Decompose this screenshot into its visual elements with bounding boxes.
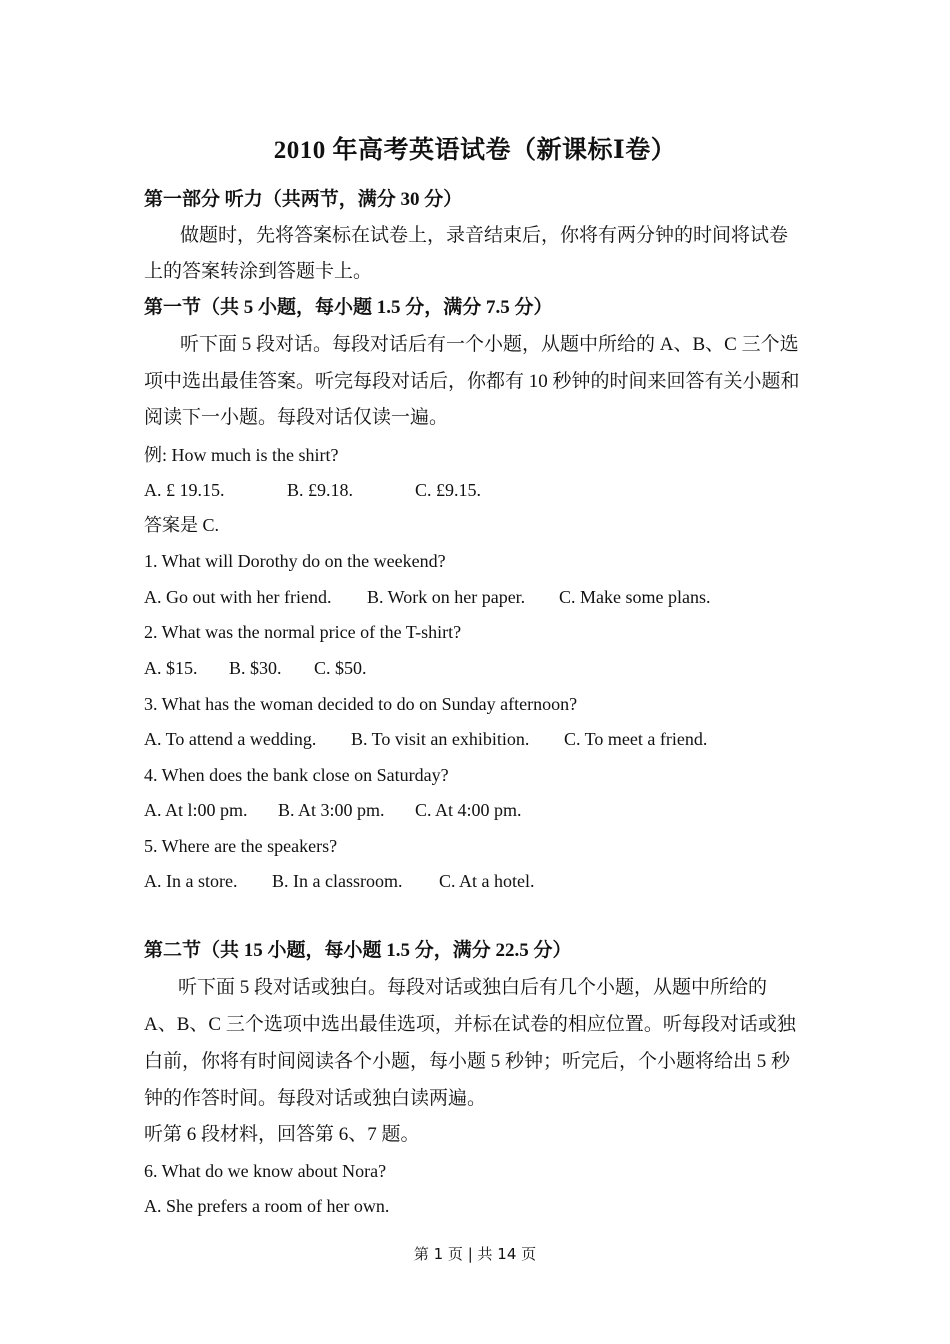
part1-intro-line-2: 上的答案转涂到答题卡上。 [144,261,373,282]
q4-option-c: C. At 4:00 pm. [415,800,522,820]
q6-option-a: A. She prefers a room of her own. [144,1196,390,1216]
section1-instruction-line-2: 项中选出最佳答案。听完每段对话后，你都有 10 秒钟的时间来回答有关小题和 [144,371,800,392]
question-2-options [144,656,814,680]
question-1: 1. What will Dorothy do on the weekend? [144,551,446,571]
part1-intro-line-1: 做题时，先将答案标在试卷上，录音结束后，你将有两分钟的时间将试卷 [180,225,789,246]
question-6: 6. What do we know about Nora? [144,1161,387,1181]
question-4-options [144,798,814,822]
q2-option-c: C. $50. [314,658,367,678]
q3-option-c: C. To meet a friend. [564,729,708,749]
q2-option-b: B. $30. [229,658,282,678]
q5-option-c: C. At a hotel. [439,871,535,891]
q3-option-b: B. To visit an exhibition. [351,729,530,749]
q5-option-b: B. In a classroom. [272,871,403,891]
q4-option-b: B. At 3:00 pm. [278,800,385,820]
section2-instruction-line-4: 钟的作答时间。每段对话或独白读两遍。 [144,1088,487,1109]
example-question: 例: How much is the shirt? [144,445,339,465]
page-title: 2010 年高考英语试卷（新课标Ⅰ卷） [273,137,677,164]
q2-option-a: A. $15. [144,658,198,678]
q1-option-c: C. Make some plans. [559,587,711,607]
material-6-instruction: 听第 6 段材料，回答第 6、7 题。 [144,1124,420,1145]
question-5-options [144,869,814,893]
q3-option-a: A. To attend a wedding. [144,729,317,749]
question-1-options [144,585,814,609]
section2-instruction-line-3: 白前，你将有时间阅读各个小题，每小题 5 秒钟；听完后，个小题将给出 5 秒 [144,1051,791,1072]
question-3: 3. What has the woman decided to do on Sunday afternoon? [144,694,578,714]
example-option-a: A. £ 19.15. [144,480,225,500]
question-2: 2. What was the normal price of the T-shirt? [144,622,462,642]
section2-heading: 第二节（共 15 小题，每小题 1.5 分，满分 22.5 分） [144,940,572,961]
part1-heading: 第一部分 听力（共两节，满分 30 分） [144,189,463,210]
question-5: 5. Where are the speakers? [144,836,338,856]
question-3-options [144,727,814,751]
section1-instruction-line-1: 听下面 5 段对话。每段对话后有一个小题，从题中所给的 A、B、C 三个选 [180,334,799,355]
q5-option-a: A. In a store. [144,871,238,891]
page-footer: 第 1 页 | 共 14 页 [413,1245,537,1263]
example-answer: 答案是 C. [144,515,220,535]
example-option-c: C. £9.15. [415,480,482,500]
example-options [144,478,814,502]
section1-instruction-line-3: 阅读下一小题。每段对话仅读一遍。 [144,407,449,428]
section2-instruction-line-2: A、B、C 三个选项中选出最佳选项，并标在试卷的相应位置。听每段对话或独 [144,1014,796,1035]
example-option-b: B. £9.18. [287,480,354,500]
q4-option-a: A. At l:00 pm. [144,800,248,820]
q1-option-b: B. Work on her paper. [367,587,526,607]
section2-instruction-line-1: 听下面 5 段对话或独白。每段对话或独白后有几个小题，从题中所给的 [178,977,768,998]
q1-option-a: A. Go out with her friend. [144,587,332,607]
section1-heading: 第一节（共 5 小题，每小题 1.5 分，满分 7.5 分） [144,297,553,318]
question-4: 4. When does the bank close on Saturday? [144,765,449,785]
